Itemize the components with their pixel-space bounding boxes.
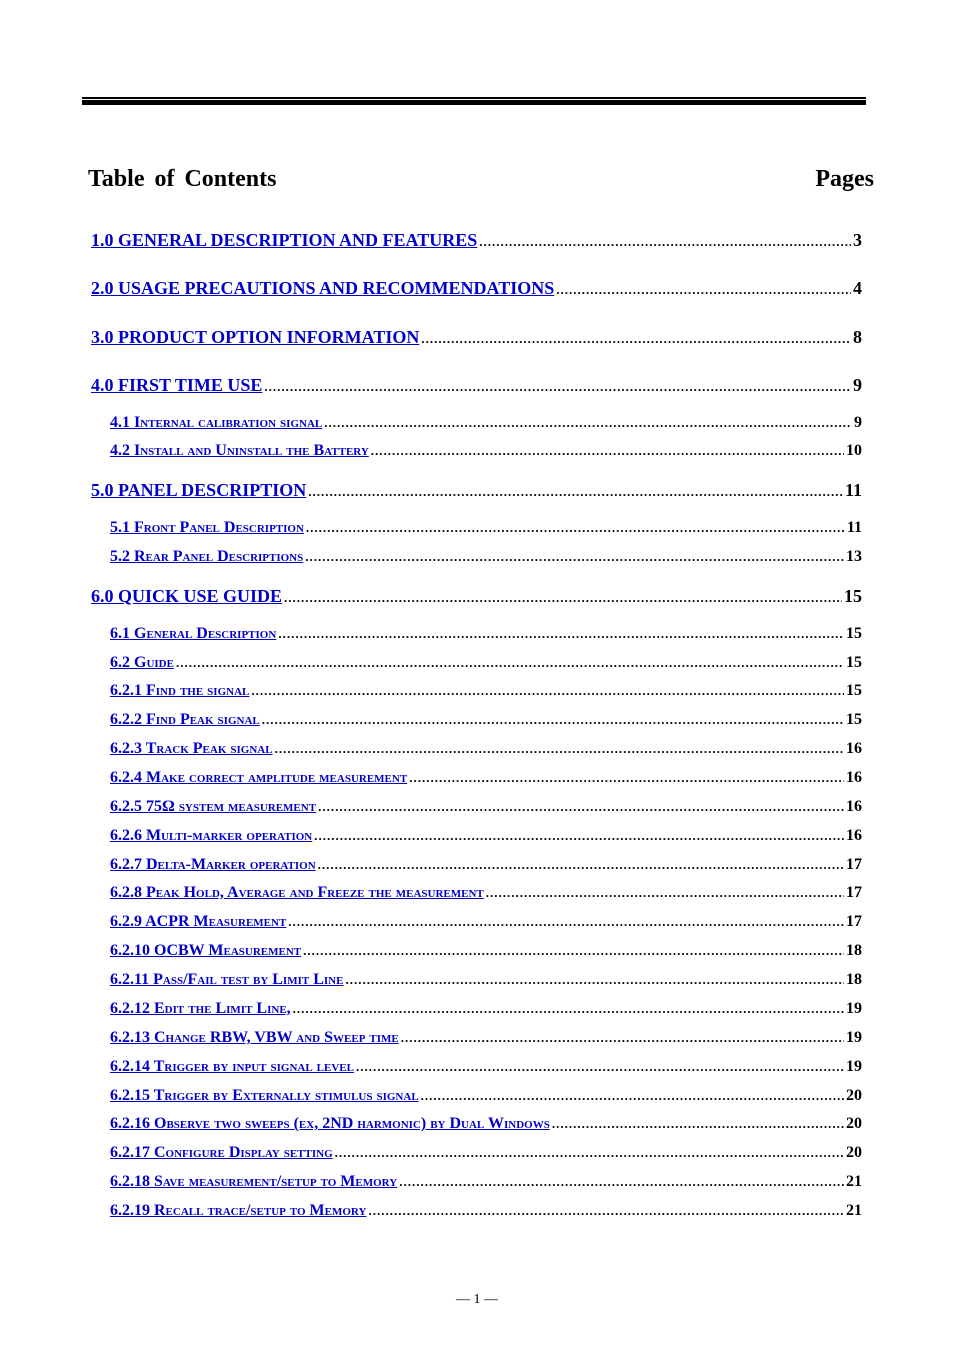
toc-page-number: 10 <box>846 442 862 459</box>
toc-entry-link[interactable]: 6.0 QUICK USE GUIDE <box>91 586 283 606</box>
toc-entry-link[interactable]: 4.1 Internal calibration signal <box>110 414 323 431</box>
dot-leader <box>486 885 844 901</box>
toc-page-number: 19 <box>846 1000 862 1017</box>
toc-page-number: 3 <box>853 230 862 250</box>
toc-entry-link[interactable]: 6.2.5 75Ω system measurement <box>110 798 317 815</box>
toc-entry[interactable] <box>110 769 862 787</box>
dot-leader <box>306 520 845 536</box>
toc-entry-link[interactable]: 6.2.8 Peak Hold, Average and Freeze the measurement <box>110 884 484 901</box>
toc-entry-link[interactable]: 6.2.11 Pass/Fail test by Limit Line <box>110 971 344 988</box>
toc-entry[interactable] <box>110 625 862 643</box>
toc-entry[interactable] <box>110 654 862 672</box>
toc-entry-link[interactable]: 6.2.19 Recall trace/setup to Memory <box>110 1202 367 1219</box>
toc-entry-link[interactable]: 6.2.10 OCBW Measurement <box>110 942 302 959</box>
toc-entry[interactable] <box>110 1058 862 1076</box>
toc-page-number: 17 <box>846 884 862 901</box>
dot-leader <box>264 379 851 395</box>
toc-entry-link[interactable]: 6.2.2 Find Peak signal <box>110 711 260 728</box>
toc-entry-link[interactable]: 6.2.18 Save measurement/setup to Memory <box>110 1173 398 1190</box>
toc-entry[interactable] <box>110 942 862 960</box>
toc-entry-link[interactable]: 6.1 General Description <box>110 625 277 642</box>
toc-entry-link[interactable]: 6.2.4 Make correct amplitude measurement <box>110 769 408 786</box>
dot-leader <box>345 972 844 988</box>
dot-leader <box>288 914 844 930</box>
toc-page-number: 15 <box>846 682 862 699</box>
dot-leader <box>421 1088 844 1104</box>
toc-entry[interactable] <box>91 278 862 299</box>
toc-page-number: 11 <box>846 519 862 536</box>
dot-leader <box>275 741 844 757</box>
toc-entry[interactable] <box>110 442 862 460</box>
toc-page-number: 4 <box>853 278 862 298</box>
dot-leader <box>356 1059 844 1075</box>
dot-leader <box>324 415 852 431</box>
toc-entry-link[interactable]: 6.2.15 Trigger by Externally stimulus signal <box>110 1087 419 1104</box>
toc-entry[interactable] <box>110 414 862 432</box>
pages-column-title: Pages <box>815 166 874 192</box>
dot-leader <box>284 590 842 606</box>
toc-entry[interactable] <box>110 1173 862 1191</box>
toc-entry[interactable] <box>110 971 862 989</box>
toc-page-number: 15 <box>844 586 862 606</box>
toc-entry-link[interactable]: 6.2.12 Edit the Limit Line, <box>110 1000 291 1017</box>
toc-entry[interactable] <box>110 519 862 537</box>
dot-leader <box>303 943 844 959</box>
toc-page-number: 19 <box>846 1058 862 1075</box>
toc-entry-link[interactable]: 3.0 PRODUCT OPTION INFORMATION <box>91 327 420 347</box>
toc-entry-link[interactable]: 1.0 GENERAL DESCRIPTION AND FEATURES <box>91 230 478 250</box>
toc-entry-link[interactable]: 5.2 Rear Panel Descriptions <box>110 548 304 565</box>
toc-page-number: 17 <box>846 913 862 930</box>
toc-entry[interactable] <box>110 711 862 729</box>
toc-entry[interactable] <box>110 913 862 931</box>
toc-entry-link[interactable]: 6.2.17 Configure Display setting <box>110 1144 333 1161</box>
toc-page-number: 16 <box>846 769 862 786</box>
header-rule <box>82 97 866 105</box>
dot-leader <box>368 1203 844 1219</box>
toc-page-number: 8 <box>853 327 862 347</box>
dot-leader <box>176 655 844 671</box>
dot-leader <box>318 857 844 873</box>
toc-entry[interactable] <box>110 1115 862 1133</box>
toc-entry[interactable] <box>110 740 862 758</box>
toc-entry-link[interactable]: 6.2 Guide <box>110 654 174 671</box>
dot-leader <box>293 1001 844 1017</box>
toc-entry-link[interactable]: 6.2.14 Trigger by input signal level <box>110 1058 354 1075</box>
toc-page-number: 18 <box>846 971 862 988</box>
toc-page-number: 16 <box>846 827 862 844</box>
toc-page-number: 16 <box>846 798 862 815</box>
toc-page-number: 16 <box>846 740 862 757</box>
toc-entry-link[interactable]: 6.2.16 Observe two sweeps (ex, 2ND harmonic) by Dual Windows <box>110 1115 550 1132</box>
toc-page-number: 21 <box>846 1202 862 1219</box>
toc-entry[interactable] <box>91 230 862 251</box>
toc-entry[interactable] <box>110 1144 862 1162</box>
dot-leader <box>308 484 843 500</box>
dot-leader <box>278 626 844 642</box>
toc-page-number: 18 <box>846 942 862 959</box>
toc-entry-link[interactable]: 6.2.13 Change RBW, VBW and Sweep time <box>110 1029 399 1046</box>
toc-entry[interactable] <box>110 856 862 874</box>
toc-entry-link[interactable]: 5.0 PANEL DESCRIPTION <box>91 480 307 500</box>
toc-entry[interactable] <box>91 586 862 607</box>
dot-leader <box>335 1145 844 1161</box>
dot-leader <box>401 1030 844 1046</box>
dot-leader <box>552 1116 844 1132</box>
dot-leader <box>251 683 844 699</box>
toc-entry-link[interactable]: 6.2.1 Find the signal <box>110 682 250 699</box>
page-number-footer: — 1 — <box>456 1292 498 1307</box>
toc-entry[interactable] <box>110 682 862 700</box>
toc-page-number: 20 <box>846 1087 862 1104</box>
toc-page-number: 15 <box>846 711 862 728</box>
toc-entry[interactable] <box>110 1000 862 1018</box>
toc-entry[interactable] <box>110 1029 862 1047</box>
toc-entry[interactable] <box>110 827 862 845</box>
dot-leader <box>409 770 844 786</box>
toc-entry[interactable] <box>110 1202 862 1220</box>
toc-entry[interactable] <box>91 327 862 348</box>
toc-page-number: 9 <box>854 414 862 431</box>
toc-entry[interactable] <box>110 1087 862 1105</box>
dot-leader <box>399 1174 844 1190</box>
toc-page-number: 20 <box>846 1144 862 1161</box>
toc-page-number: 15 <box>846 625 862 642</box>
toc-title: Table of Contents <box>88 166 277 192</box>
toc-entry-link[interactable]: 6.2.7 Delta-Marker operation <box>110 856 316 873</box>
toc-entry-link[interactable]: 5.1 Front Panel Description <box>110 519 304 536</box>
toc-entry-link[interactable]: 6.2.6 Multi-marker operation <box>110 827 313 844</box>
toc-entry-link[interactable]: 2.0 USAGE PRECAUTIONS AND RECOMMENDATIONS <box>91 278 555 298</box>
dot-leader <box>305 549 844 565</box>
toc-entry-link[interactable]: 6.2.9 ACPR Measurement <box>110 913 287 930</box>
dot-leader <box>371 443 844 459</box>
toc-page-number: 20 <box>846 1115 862 1132</box>
dot-leader <box>556 282 851 298</box>
toc-entry[interactable] <box>110 548 862 566</box>
toc-entry[interactable] <box>91 375 862 396</box>
toc-entry-link[interactable]: 6.2.3 Track Peak signal <box>110 740 273 757</box>
dot-leader <box>314 828 844 844</box>
dot-leader <box>262 712 844 728</box>
toc-entry[interactable] <box>91 480 862 501</box>
toc-entry[interactable] <box>110 798 862 816</box>
toc-page-number: 13 <box>846 548 862 565</box>
toc-page-number: 17 <box>846 856 862 873</box>
toc-page-number: 15 <box>846 654 862 671</box>
toc-page-number: 11 <box>844 480 862 500</box>
toc-page-number: 9 <box>853 375 862 395</box>
dot-leader <box>421 331 851 347</box>
toc-entry[interactable] <box>110 884 862 902</box>
toc-entry-link[interactable]: 4.2 Install and Uninstall the Battery <box>110 442 369 459</box>
dot-leader <box>318 799 844 815</box>
toc-entry-link[interactable]: 4.0 FIRST TIME USE <box>91 375 263 395</box>
toc-page-number: 19 <box>846 1029 862 1046</box>
dot-leader <box>479 234 851 250</box>
toc-page-number: 21 <box>846 1173 862 1190</box>
